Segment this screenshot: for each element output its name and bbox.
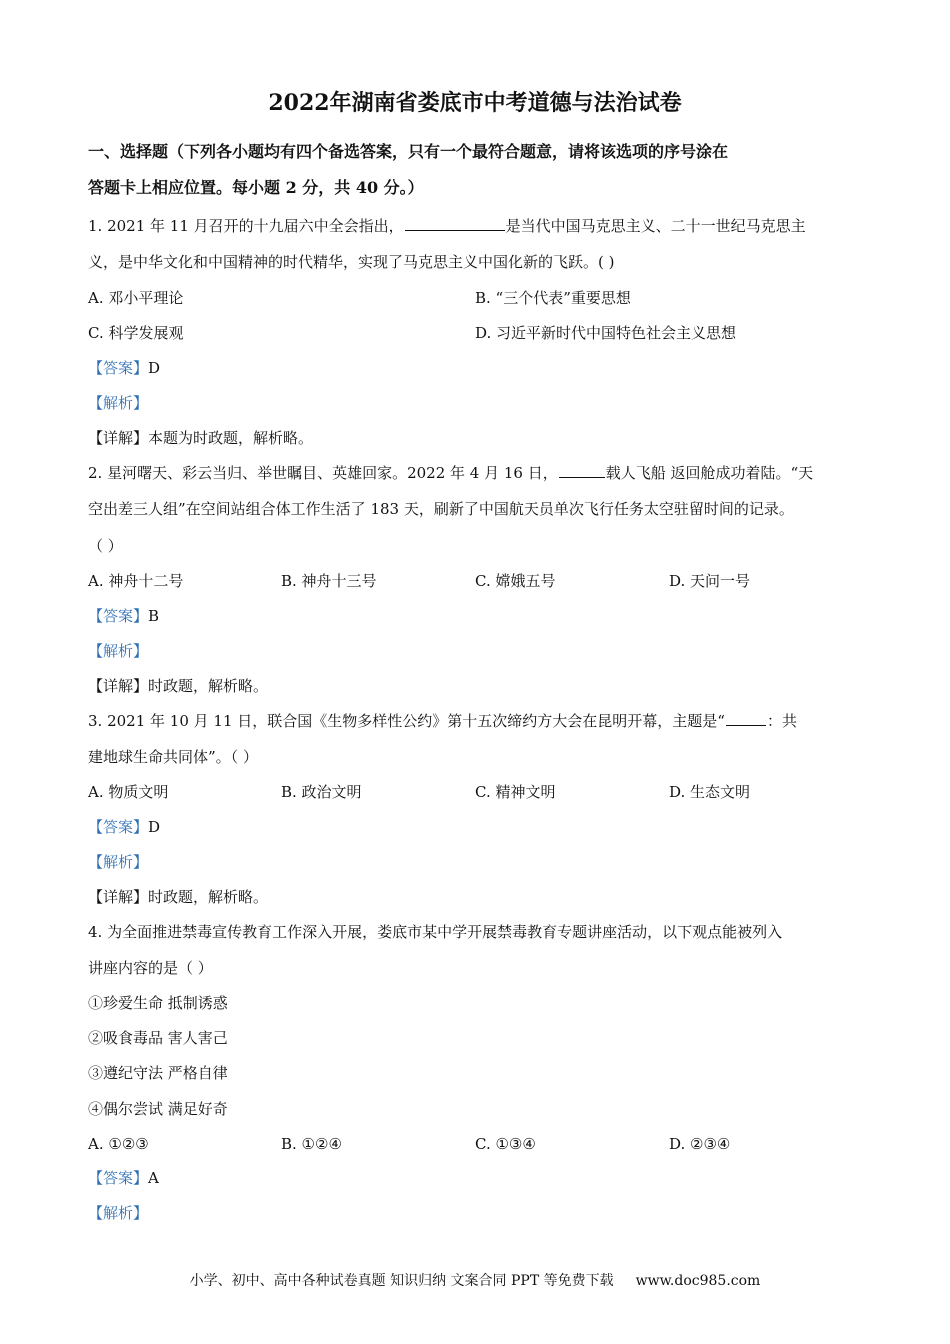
q3-answer-value: D: [148, 818, 161, 836]
q1-analysis-tag: 【解析】: [88, 394, 149, 412]
q4-answer: [88, 1168, 159, 1188]
q2-blank: [559, 463, 605, 478]
q1-detail-text: 本题为时政题，解析略。: [148, 429, 314, 447]
q3-option-a: A. 物质文明: [88, 783, 169, 801]
q1-stem-part-b: 是当代中国马克思主义、二十一世纪马克思主: [505, 217, 806, 235]
section-heading-line2: 答题卡上相应位置。每小题 2 分，共 40 分。）: [88, 178, 424, 197]
q4-analysis-tag: 【解析】: [88, 1204, 149, 1222]
q2-stem-part-b: 载人飞船 返回舱成功着陆。“天: [605, 464, 814, 482]
footer-url[interactable]: www.doc985.com: [635, 1273, 761, 1289]
answer-tag: 【答案】: [88, 818, 149, 836]
q1-option-c: C. 科学发展观: [88, 324, 184, 342]
q4-option-b: B. ①②④: [281, 1135, 342, 1153]
page-title: 2022年湖南省娄底市中考道德与法治试卷: [268, 90, 682, 116]
q2-option-c: C. 嫦娥五号: [475, 572, 556, 590]
q3-blank: [726, 711, 766, 726]
q2-stem-line2: 空出差三人组”在空间站组合体工作生活了 183 天，刷新了中国航天员单次飞行任务太空驻留时间的记录。: [88, 500, 794, 518]
q3-stem-line1: [88, 711, 797, 731]
detail-tag: 【详解】: [88, 429, 149, 447]
q1-option-d: D. 习近平新时代中国特色社会主义思想: [475, 324, 737, 342]
q2-answer: [88, 606, 159, 626]
q4-item-4: ④偶尔尝试 满足好奇: [88, 1100, 228, 1118]
section-heading-line1: 一、选择题（下列各小题均有四个备选答案，只有一个最符合题意，请将该选项的序号涂在: [88, 142, 729, 161]
detail-tag: 【详解】: [88, 888, 149, 906]
q1-stem-part-a: 1. 2021 年 11 月召开的十九届六中全会指出，: [88, 217, 404, 235]
q4-option-a: A. ①②③: [88, 1135, 149, 1153]
q3-option-b: B. 政治文明: [281, 783, 362, 801]
q3-option-d: D. 生态文明: [669, 783, 751, 801]
footer-text: 小学、初中、高中各种试卷真题 知识归纳 文案合同 PPT 等免费下载: [189, 1273, 614, 1289]
q2-detail-text: 时政题，解析略。: [148, 677, 269, 695]
q1-stem-line2: 义，是中华文化和中国精神的时代精华，实现了马克思主义中国化新的飞跃。( ): [88, 253, 615, 271]
q4-item-1: ①珍爱生命 抵制诱惑: [88, 994, 228, 1012]
q3-stem-part-a: 3. 2021 年 10 月 11 日，联合国《生物多样性公约》第十五次缔约方大会在昆明开幕，主题是“: [88, 712, 725, 730]
q2-stem-line3: （ ）: [88, 537, 123, 555]
q4-item-2: ②吸食毒品 害人害己: [88, 1029, 228, 1047]
q2-detail: [88, 676, 268, 696]
q4-item-3: ③遵纪守法 严格自律: [88, 1064, 228, 1082]
q2-option-b: B. 神舟十三号: [281, 572, 377, 590]
q4-stem-line2: 讲座内容的是（ ）: [88, 959, 213, 977]
q1-option-b: B. “三个代表”重要思想: [475, 289, 631, 307]
q4-option-d: D. ②③④: [669, 1135, 731, 1153]
page-footer: [0, 1270, 950, 1290]
detail-tag: 【详解】: [88, 677, 149, 695]
q3-analysis-tag: 【解析】: [88, 853, 149, 871]
answer-tag: 【答案】: [88, 1169, 149, 1187]
q1-answer: [88, 358, 160, 378]
q2-analysis-tag: 【解析】: [88, 642, 149, 660]
q2-answer-value: B: [148, 607, 160, 625]
q3-stem-part-b: ：共: [766, 712, 797, 730]
q4-option-c: C. ①③④: [475, 1135, 536, 1153]
q3-stem-line2: 建地球生命共同体”。（ ）: [88, 748, 258, 766]
q2-option-a: A. 神舟十二号: [88, 572, 184, 590]
q3-answer: [88, 817, 160, 837]
q1-option-a: A. 邓小平理论: [88, 289, 184, 307]
q3-detail-text: 时政题，解析略。: [148, 888, 269, 906]
q1-answer-value: D: [148, 359, 161, 377]
q3-option-c: C. 精神文明: [475, 783, 556, 801]
answer-tag: 【答案】: [88, 359, 149, 377]
q4-stem-line1: 4. 为全面推进禁毒宣传教育工作深入开展，娄底市某中学开展禁毒教育专题讲座活动，以下观点能被列入: [88, 923, 783, 941]
q4-answer-value: A: [148, 1169, 159, 1187]
q2-stem-line1: [88, 463, 813, 483]
q1-blank: [405, 216, 505, 231]
q2-option-d: D. 天问一号: [669, 572, 751, 590]
q1-detail: [88, 428, 313, 448]
q1-stem-line1: [88, 216, 806, 236]
q3-detail: [88, 887, 268, 907]
answer-tag: 【答案】: [88, 607, 149, 625]
q2-stem-part-a: 2. 星河曙天、彩云当归、举世瞩目、英雄回家。2022 年 4 月 16 日，: [88, 464, 558, 482]
